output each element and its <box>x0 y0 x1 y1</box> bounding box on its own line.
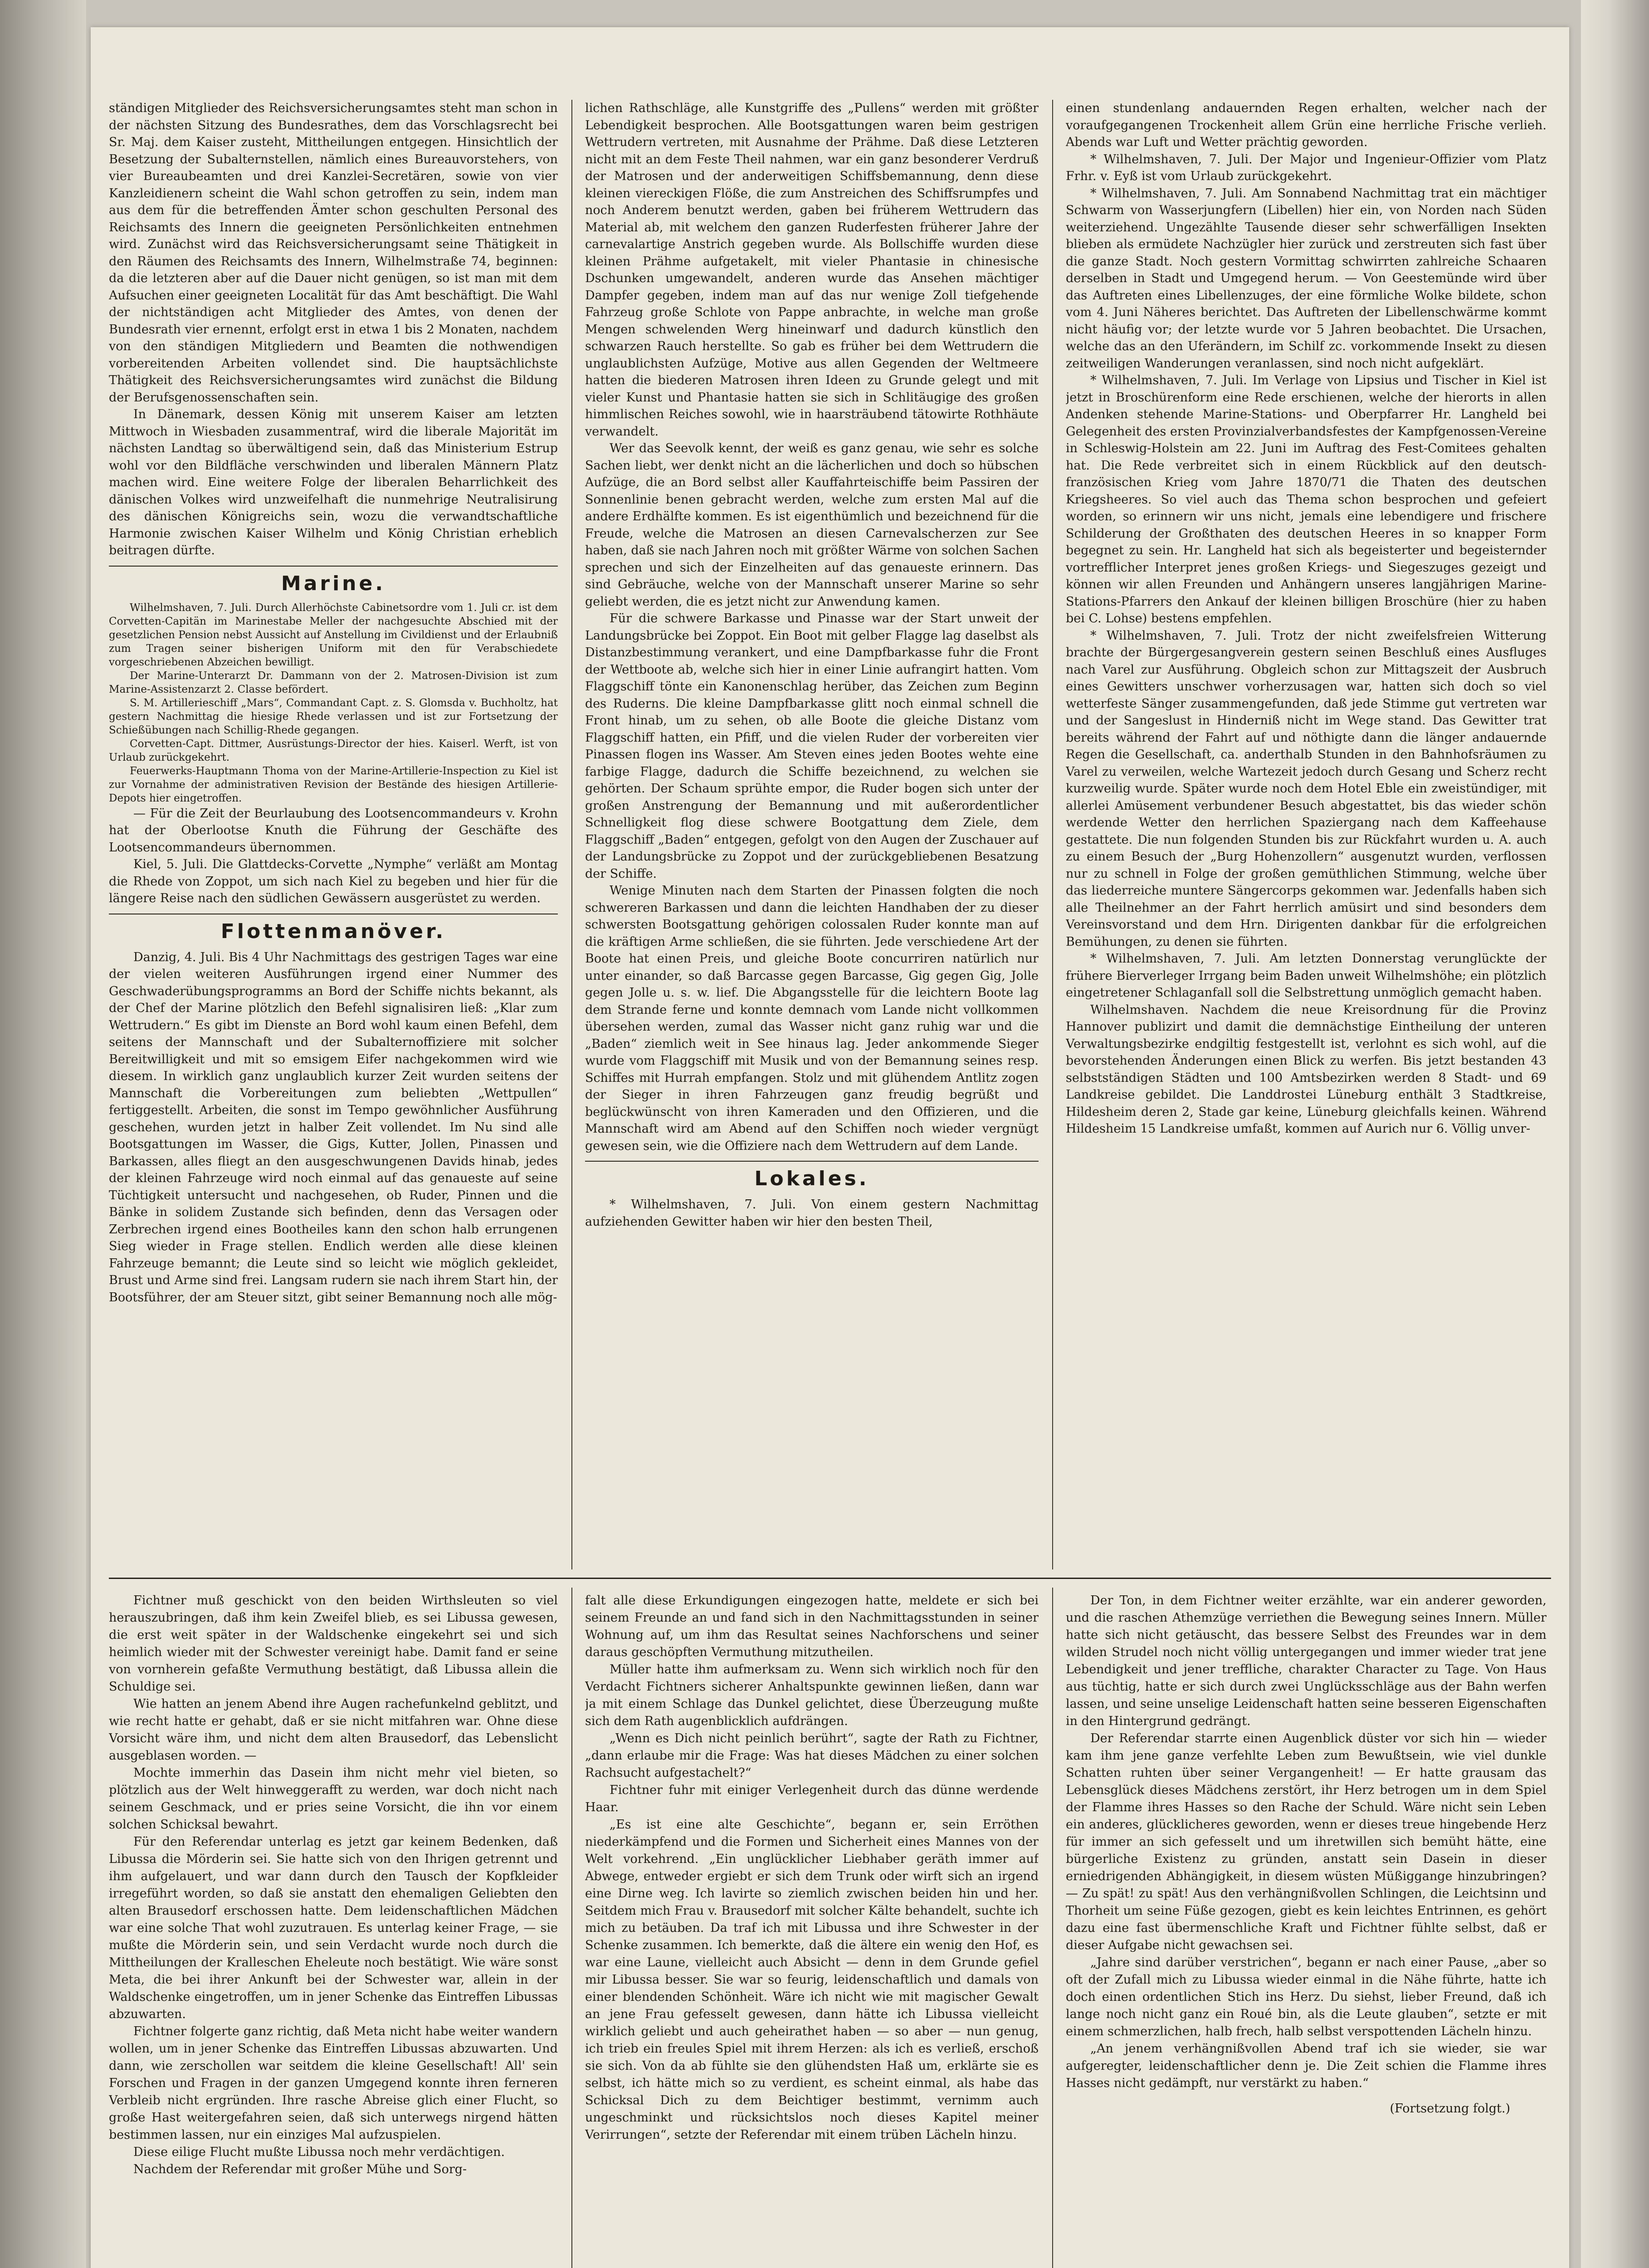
feuilleton-paragraph: Diese eilige Flucht mußte Libussa noch mehr verdächtigen. <box>133 2145 505 2159</box>
page-stack-edge <box>1581 0 1649 2268</box>
column-2 <box>585 100 1039 1569</box>
feuilleton-paragraph: Der Referendar starrte einen Augenblick düster vor sich hin — wieder kam ihm jene ganze verfehlte Leben zum Bewußtsein, wie viel dunkle Schatten ruhten über seiner Vergangenheit! — Er hatte grausam das Lebensglück dieses Mädchens zerstört, ihr Herz betrogen um in dem Spiel der Flamme ihres Hasses so den Rache der Schuld. Wäre nicht sein Leben ein anderes, glücklicheres geworden, wenn er dieses treue hingebende Herz für immer an sich gefesselt und um ihretwillen sich bemüht hätte, eine bürgerliche Existenz zu gründen, anstatt sein Dasein in dieser erniedrigenden Abhängigkeit, in diesem wüsten Müßiggange hinzubringen? — Zu spät! zu spät! Aus den verhängnißvollen Schlingen, die Leichtsinn und Thorheit um seine Füße gezogen, giebt es kein leichtes Entrinnen, es gehört dazu eine fast übermenschliche Kraft und Fichtner fühlte selbst, daß er dieser Aufgabe nicht gewachsen sei. <box>1066 1731 1547 1952</box>
col3-paragraph-7: Wilhelmshaven. Nachdem die neue Kreisordnung für die Provinz Hannover publizirt und damit die demnächstige Eintheilung der unteren Verwaltungsbezirke endgiltig festgestellt ist, verlohnt es sich wohl, auf die bevorstehenden Änderungen einen Blick zu werfen. Bis jetzt bestanden 43 selbstständigen Städten und 100 Amtsbezirken werden 8 Stadt- und 69 Landkreise gebildet. Die Landdrostei Lüneburg enthält 3 Stadtkreise, Hildesheim deren 2, Stade gar keine, Lüneburg gleichfalls keinen. Während Hildesheim 15 Landkreise umfaßt, kommen auf Aurich nur 6. Völlig unver- <box>1066 1002 1547 1136</box>
newspaper-page <box>91 27 1569 2268</box>
col2-paragraph-2: Wer das Seevolk kennt, der weiß es ganz genau, wie sehr es solche Sachen liebt, wer denkt nicht an die lächerlichen und doch so hübschen Aufzüge, die an Bord selbst aller Kauffahrteischiffe beim Passiren der Sonnenlinie benen gebracht werden, welche zum ersten Mal auf die andere Erdhälfte kommen. Es ist eigenthümlich und bezeichnend für die Freude, welche die Matrosen an diesen Carnevalscherzen zur See haben, daß sie nach Jahren noch mit größter Wärme von solchen Sachen sprechen und sich der Einzelheiten auf das genaueste erinnern. Das sind Gebräuche, welche von der Mannschaft unserer Marine so sehr geliebt werden, die es jetzt nicht zur Anwendung kamen. <box>585 441 1039 609</box>
flottenmanoever-text: Danzig, 4. Juli. Bis 4 Uhr Nachmittags des gestrigen Tages war eine der vielen weiteren Ausführungen irgend einer Nummer des Geschwaderübungsprogramms an Bord der Schiffe nichts bekannt, als der Chef der Marine plötzlich den Befehl signalisiren ließ: „Klar zum Wettrudern.“ Es gibt im Dienste an Bord wohl kaum einen Befehl, dem seitens der Mannschaft und der Subalternoffiziere mit solcher Bereitwilligkeit und mit so emsigem Eifer nachgekommen wird wie diesem. In wirklich ganz unglaublich kurzer Zeit wurden seitens der Mannschaft die Vorbereitungen zum beliebten „Wettpullen“ fertiggestellt. Arbeiten, die sonst im Tempo gewöhnlicher Ausführung geschehen, wurden jetzt in halber Zeit vollendet. Im Nu sind alle Bootsgattungen im Wasser, die Gigs, Kutter, Jollen, Pinassen und Barkassen, alles fliegt an den ausgeschwungenen Davids hinab, jedes der kleinen Fahrzeuge wird noch einmal auf das genaueste auf seine Tüchtigkeit untersucht und nachgesehen, ob Ruder, Pinnen und die Bänke in solidem Zustande sich befinden, denn das Versagen oder Zerbrechen irgend eines Bootheiles kann den schon halb errungenen Sieg wieder in Frage stellen. Endlich werden alle diese kleinen Fahrzeuge bemannt; die Leute sind so leicht wie möglich gekleidet, Brust und Arme sind frei. Langsam rudern sie nach ihrem Start hin, der Bootsführer, der am Steuer sitzt, gibt seiner Bemannung noch alle mög- <box>109 950 558 1305</box>
feuilleton-paragraph: Müller hatte ihm aufmerksam zu. Wenn sich wirklich noch für den Verdacht Fichtners sicherer Anhaltspunkte gewinnen ließen, dann war ja mit einem Schlage das Dunkel gelichtet, diese Überzeugung mußte sich dem Rath augenblicklich aufdrängen. <box>585 1662 1039 1728</box>
col1-paragraph-2: In Dänemark, dessen König mit unserem Kaiser am letzten Mittwoch in Wiesbaden zusammentraf, wird die liberale Majorität im nächsten Landtag so überwältigend sein, daß das Ministerium Estrup wohl vor den Bildfläche verschwinden und liberalen Männern Platz machen wird. Eine weitere Folge der liberalen Beharrlichkeit des dänischen Volkes wird unzweifelhaft die nunmehrige Neutralisirung des dänischen Königreichs sein, wozu die verwandtschaftliche Harmonie zwischen Kaiser Wilhelm und König Christian erheblich beitragen dürfte. <box>109 407 558 557</box>
feuilleton-paragraph: Der Ton, in dem Fichtner weiter erzählte, war ein anderer geworden, und die raschen Athemzüge verriethen die Bewegung seines Innern. Müller hatte sich nicht getäuscht, das bessere Selbst des Freundes war in dem wilden Strudel noch nicht völlig untergegangen und immer wieder trat jene Lebendigkeit und jener treffliche, charakter Character zu Tage. Von Haus aus tüchtig, hatte er sich durch zwei Unglücksschläge aus der Bahn werfen lassen, und seine unselige Leidenschaft hatten seine besseren Eigenschaften in den Hintergrund gedrängt. <box>1066 1593 1547 1728</box>
lokales-first-item: * Wilhelmshaven, 7. Juli. Von einem gestern Nachmittag aufziehenden Gewitter haben wir hier den besten Theil, <box>585 1198 1039 1229</box>
feuilleton-column-1 <box>109 1592 558 2268</box>
column-divider <box>1052 100 1053 1569</box>
section-heading-marine: Marine. <box>109 566 558 596</box>
feuilleton-paragraph: „Es ist eine alte Geschichte“, begann er, sein Erröthen niederkämpfend und die Formen und Sicherheit eines Mannes von der Welt vorkehrend. „Ein unglücklicher Liebhaber geräth immer auf Abwege, entweder ergiebt er sich dem Trunk oder wirft sich an irgend eine Dirne weg. Ich lavirte so ziemlich zwischen beiden hin und her. Seitdem mich Frau v. Brausedorf mit solcher Kälte behandelt, suchte ich mich zu betäuben. Da traf ich mit Libussa und ihre Schwester in der Schenke zusammen. Ich bemerkte, daß die ältere ein wenig den Hof, es war eine Laune, vielleicht auch Absicht — denn in dem Grunde gefiel mir Libussa besser. Sie war so feurig, leidenschaftlich und damals von einer blendenden Schönheit. Wäre ich nicht wie mit magischer Gewalt an jene Frau gefesselt gewesen, dann hätte ich Libussa vielleicht wirklich geliebt und auch geheirathet haben — so aber — nun genug, ich trieb ein freules Spiel mit ihrem Herzen: als ich es verließ, erschoß sie sich. Von da ab fühlte sie den glühendsten Haß um, erklärte sie es selbst, ich hätte mich so zu verdient, es scheint einmal, als habe das Schicksal Dich zu dem Beichtiger bestimmt, vernimm auch ungeschminkt und rücksichtslos noch dieses Kapitel meiner Verirrungen“, setzte der Referendar mit einem trüben Lächeln hinzu. <box>585 1818 1039 2142</box>
column-divider <box>1052 1588 1053 2268</box>
col3-paragraph-1: einen stundenlang andauernden Regen erhalten, welcher nach der voraufgegangenen Trockenheit allem Grün eine herrliche Frische verlieh. Abends war Luft und Wetter prächtig geworden. <box>1066 101 1547 149</box>
feuilleton-paragraph: Fichtner fuhr mit einiger Verlegenheit durch das dünne werdende Haar. <box>585 1783 1039 1814</box>
marine-note-kiel: Kiel, 5. Juli. Die Glattdecks-Corvette „Nymphe“ verläßt am Montag die Rhede von Zoppot, um sich nach Kiel zu begeben und hier für die längere Reise nach den südlichen Gewässern ausgerüstet zu werden. <box>109 857 558 905</box>
feuilleton-paragraph: Nachdem der Referendar mit großer Mühe und Sorg- <box>133 2162 467 2176</box>
feuilleton-column-2 <box>585 1592 1039 2268</box>
col1-paragraph-1: ständigen Mitglieder des Reichsversicherungsamtes steht man schon in der nächsten Sitzung des Bundesrathes, dem das Vorschlagsrecht bei Sr. Maj. dem Kaiser zusteht, Mittheilungen entgegen. Hinsichtlich der Besetzung der Subalternstellen, nämlich eines Bureauvorstehers, von vier Bureaubeamten und drei Kanzlei-Secretären, sowie von vier Kanzleidienern scheint die Wahl schon getroffen zu sein, indem man aus dem für die betreffenden Ämter schon geschulten Personal des Reichsamts des Innern die geeigneten Persönlichkeiten entnehmen wird. Zunächst wird das Reichsversicherungsamt seine Thätigkeit in den Räumen des Reichsamts des Innern, Wilhelmstraße 74, beginnen: da die letzteren aber auf die Dauer nicht genügen, so ist man mit dem Aufsuchen einer geeigneten Localität für das Amt beschäftigt. Die Wahl der nichtständigen acht Mitglieder des Amtes, von denen der Bundesrath vier ernennt, erfolgt erst in etwa 1 bis 2 Monaten, nachdem von den ständigen Mitgliedern und Beamten die nothwendigen vorbereitenden Arbeiten vollendet sind. Die hauptsächlichste Thätigkeit des Reichsversicherungsamtes wird zunächst die Bildung der Berufsgenossenschaften sein. <box>109 101 558 405</box>
feuilleton-paragraph: „Wenn es Dich nicht peinlich berührt“, sagte der Rath zu Fichtner, „dann erlaube mir die Frage: Was hat dieses Mädchen zu einer solchen Rachsucht aufgestachelt?“ <box>585 1731 1039 1780</box>
marine-notes <box>109 601 558 805</box>
col2-paragraph-4: Wenige Minuten nach dem Starten der Pinassen folgten die noch schwereren Barkassen und dann die leichten Handhaben der zu dieser schwersten Bootsgattung gehörigen colossalen Ruder konnte man auf die kräftigen Arme schließen, die sie führten. Jede verschiedene Art der Boote hat einen Preis, und gleiche Boote concurriren natürlich nur unter einander, so daß Barcasse gegen Barcasse, Gig gegen Gig, Jolle gegen Jolle u. s. w. lief. Die Abgangsstelle für die leichtern Boote lag dem Strande ferne und konnte demnach vom Lande nicht vollkommen übersehen werden, zumal das Wasser nicht ganz ruhig war und die „Baden“ ziemlich weit in See hinaus lag. Jeder ankommende Sieger wurde vom Flaggschiff mit Musik und von der Bemannung seines resp. Schiffes mit Hurrah empfangen. Stolz und mit glühendem Antlitz zogen der Sieger in ihren Fahrzeugen ganz freudig begrüßt und beglückwünscht von ihren Kameraden und den Offizieren, und die Mannschaft wird am Abend auf den Schiffen noch wieder vergnügt gewesen sein, wie die Offiziere nach dem Wettrudern auf dem Lande. <box>585 884 1039 1153</box>
feuilleton-column-3 <box>1066 1592 1547 2268</box>
marine-note: S. M. Artillerieschiff „Mars“, Commandant Capt. z. S. Glomsda v. Buchholtz, hat gestern Nachmittag die hiesige Rhede verlassen und ist zur Fortsetzung der Schießübungen nach Schillig-Rhede gegangen. <box>109 697 558 736</box>
column-divider <box>571 1588 572 2268</box>
feuilleton-paragraph: Mochte immerhin das Dasein ihm nicht mehr viel bieten, so plötzlich aus der Welt hinweggerafft zu werden, war doch nicht nach seinem Geschmack, und er pries seine Vorsicht, die ihn vor einem solchen Schicksal bewahrt. <box>109 1766 558 1832</box>
section-heading-flottenmanoever: Flottenmanöver. <box>109 914 558 944</box>
feuilleton-paragraph: Für den Referendar unterlag es jetzt gar keinem Bedenken, daß Libussa die Mörderin sei. Sie hatte sich von den Ihrigen getrennt und ihm aufgelauert, und war dann durch den Tausch der Kopfkleider irregeführt worden, so daß sie anstatt den ehemaligen Geliebten den alten Brausedorf erschossen hatte. Dem leidenschaftlichen Mädchen war eine solche That wohl zuzutrauen. Es unterlag keiner Frage, — sie mußte die Mörderin sein, und sein Verdacht wurde noch durch die Mittheilungen der Kralleschen Eheleute noch bestätigt. Wie wäre sonst Meta, die bei ihrer Ankunft bei der Schwester war, allein in der Waldschenke eingetroffen, um in jener Schenke das Eintreffen Libussas abzuwarten. <box>109 1835 558 2021</box>
feuilleton-paragraph: „Jahre sind darüber verstrichen“, begann er nach einer Pause, „aber so oft der Zufall mich zu Libussa wieder einmal in die Nähe führte, hatte ich doch einen ordentlichen Stich ins Herz. Du siehst, lieber Freund, daß ich lange noch nicht ganz ein Roué bin, als die Leute glauben“, setzte er mit einem schmerzlichen, halb frech, halb selbst verspottenden Lächeln hinzu. <box>1066 1955 1547 2038</box>
marine-note: Wilhelmshaven, 7. Juli. Durch Allerhöchste Cabinetsordre vom 1. Juli cr. ist dem Corvetten-Capitän im Marinestabe Meller der nachgesuchte Abschied mit der gesetzlichen Pension nebst Aussicht auf Anstellung im Civildienst und der Erlaubniß zum Tragen seiner bisherigen Uniform mit den für Verabschiedete vorgeschriebenen Abzeichen bewilligt. <box>109 601 558 668</box>
feuilleton-paragraph: „An jenem verhängnißvollen Abend traf ich sie wieder, sie war aufgeregter, leidenschaftlicher denn je. Die Zeit schien die Flamme ihres Hasses nicht gedämpft, nur verstärkt zu haben.“ <box>1066 2042 1547 2090</box>
col3-paragraph-5: * Wilhelmshaven, 7. Juli. Trotz der nicht zweifelsfreien Witterung brachte der Bürgergesangverein gestern seinen Beschluß eines Ausfluges nach Varel zur Ausführung. Obgleich schon zur Mittagszeit der Ausbruch eines Gewitters unschwer vorherzusagen war, hatten sich doch so viel wetterfeste Sänger zusammengefunden, daß jede Stimme gut vertreten war und der Sangeslust in Hinderniß nicht im Wege stand. Das Gewitter trat bereits während der Fahrt auf und nöthigte dann die länger andauernde Regen die Gesellschaft, ca. anderthalb Stunden in den Bahnhofsräumen zu Varel zu verweilen, welche Wartezeit jedoch durch Gesang und Scherz recht kurzweilig wurde. Später wurde noch dem Hotel Eble ein zweistündiger, mit allerlei Amüsement verbundener Besuch abgestattet, bis das wieder schön werdende Wetter den herrlichen Spaziergang nach dem Kaffeehause gestattete. Die nun folgenden Stunden bis zur Rückfahrt wurden u. A. auch zu einem Besuch der „Burg Hohenzollern“ ausgenutzt wurden, verflossen nur zu schnell in Folge der großen gemüthlichen Stimmung, welche über das liederreiche muntere Sängercorps gekommen war. Jedenfalls haben sich alle Theilnehmer an der Fahrt herrlich amüsirt und sind besonders dem Vereinsvorstand und dem Hrn. Dirigenten dankbar für die erfolgreichen Bemühungen, zu denen sie führten. <box>1066 628 1547 949</box>
col3-paragraph-4: * Wilhelmshaven, 7. Juli. Im Verlage von Lipsius und Tischer in Kiel ist jetzt in Broschürenform eine Rede erschienen, welche der hierorts in allen Andenken stehende Marine-Stations- und Oberpfarrer Hr. Langheld bei Gelegenheit des ersten Provinzialverbandsfestes der Kampfgenossen-Vereine in Schleswig-Holstein am 22. Juni im Auftrag des Fest-Comitees gehalten hat. Die Rede verbreitet sich in einem Rückblick auf den deutsch-französischen Krieg vom Jahre 1870/71 die Thaten des deutschen Kriegsheeres. So viel auch das Thema schon besprochen und gefeiert worden, so erinnern wir uns nicht, jemals eine lebendigere und frischere Schilderung der Großthaten des deutschen Heeres in so knapper Form begegnet zu sein. Hr. Langheld hat sich als begeisterter und begeisternder vortrefflicher Interpret jenes großen Kriegs- und Siegeszuges gezeigt und können wir allen Freunden und Anhängern unseres langjährigen Marine-Stations-Pfarrers den Ankauf der kleinen billigen Broschüre (hier zu haben bei C. Lohse) bestens empfehlen. <box>1066 373 1547 626</box>
feuilleton-separator <box>109 1578 1551 1579</box>
book-binding-edge <box>0 0 86 2268</box>
column-1 <box>109 100 558 1569</box>
marine-note: Feuerwerks-Hauptmann Thoma von der Marine-Artillerie-Inspection zu Kiel ist zur Vornahme der administrativen Revision der Bestände des hiesigen Artillerie-Depots hier eingetroffen. <box>109 765 558 804</box>
continuation-note: (Fortsetzung folgt.) <box>1390 2102 1510 2116</box>
marine-note-lootsen: — Für die Zeit der Beurlaubung des Lootsencommandeurs v. Krohn hat der Oberlootse Knuth die Führung der Geschäfte des Lootsencommandeurs übernommen. <box>109 806 558 855</box>
marine-note: Corvetten-Capt. Dittmer, Ausrüstungs-Director der hies. Kaiserl. Werft, ist von Urlaub zurückgekehrt. <box>109 738 558 763</box>
feuilleton-paragraph: Wie hatten an jenem Abend ihre Augen rachefunkelnd geblitzt, und wie recht hatte er gehabt, daß er sie nicht mitfahren war. Ohne diese Vorsicht wäre ihm, und nicht dem alten Brausedorf, das Lebenslicht ausgeblasen worden. — <box>109 1697 558 1763</box>
col2-paragraph-3: Für die schwere Barkasse und Pinasse war der Start unweit der Landungsbrücke bei Zoppot. Ein Boot mit gelber Flagge lag daselbst als Distanzbestimmung verankert, und eine Dampfbarkasse fuhr die Front der Wettboote ab, welche sich hier in einer Linie aufrangirt hatten. Vom Flaggschiff tönte ein Kanonenschlag herüber, das Zeichen zum Beginn des Ruderns. Die kleine Dampfbarkasse glitt noch einmal schnell die Front hinab, um zu sehen, ob alle Boote die gleiche Distanz vom Flaggschiff hatten, ein Pfiff, und die vielen Ruder der vorbereiten vier Pinassen flogen ins Wasser. Am Steven eines jeden Bootes wehte eine farbige Flagge, dadurch die Schiffe bezeichnend, zu welchen sie gehörten. Der Schaum sprühte empor, die Ruder bogen sich unter der großen Anstrengung der Bemannung und mit außerordentlicher Schnelligkeit flog diese schwere Bootgattung dem Ziele, dem Flaggschiff „Baden“ entgegen, gefolgt von den Augen der Zuschauer auf der Landungsbrücke zu Zoppot und der zurückgebliebenen Besatzung der Schiffe. <box>585 611 1039 881</box>
col3-paragraph-3: * Wilhelmshaven, 7. Juli. Am Sonnabend Nachmittag trat ein mächtiger Schwarm von Wasserjungfern (Libellen) hier ein, von Norden nach Süden weiterziehend. Ungezählte Tausende dieser sehr schwerfälligen Insekten blieben als ermüdete Nachzügler hier zurück und zerstreuten sich fast über die ganze Stadt. Noch gestern Vormittag schwirrten zahlreiche Schaaren derselben in Stadt und Umgegend herum. — Von Geestemünde wird über das Auftreten eines Libellenzuges, der eine förmliche Wolke bildete, schon vom 4. Juni Näheres berichtet. Das Auftreten der Libellenschwärme kommt nicht häufig vor; der letzte wurde vor 5 Jahren beobachtet. Die Ursachen, welche das an den Uferändern, im Schilf zc. vorkommende Insekt zu diesen zeitweiligen Wanderungen veranlassen, sind noch nicht aufgeklärt. <box>1066 186 1547 371</box>
col2-paragraph-1: lichen Rathschläge, alle Kunstgriffe des „Pullens“ werden mit größter Lebendigkeit besprochen. Alle Bootsgattungen waren beim gestrigen Wettrudern vertreten, mit Ausnahme der Prähme. Daß diese Letzteren nicht mit an dem Feste Theil nahmen, war ein ganz besonderer Verdruß der Matrosen und der anderweitigen Schiffsbemannung, denn diese kleinen viereckigen Flöße, die zum Anstreichen des Schiffsrumpfes und noch Anderem benutzt werden, gaben bei früherem Wettrudern das Material ab, mit welchem den ganzen Ruderfesten früherer Jahre der carnevalartige Anstrich gegeben wurde. Als Bollschiffe wurden diese kleinen Prähme aufgetakelt, mit vieler Phantasie in chinesische Dschunken umgewandelt, anderen wurde das Ansehen mächtiger Dampfer gegeben, indem man auf das nur wenige Zoll tiefgehende Fahrzeug große Schlote von Pappe anbrachte, in welche man große Mengen schwelenden Werg hineinwarf und dadurch künstlich den schwarzen Rauch herstellte. So gab es früher bei dem Wettrudern die unglaublichsten Aufzüge, Motive aus allen Gegenden der Weltmeere hatten die biederen Matrosen ihren Ideen zu Grunde gelegt und mit vieler Kunst und Phantasie hatten sie sich in Schlitäugige des großen himmlischen Reiches sowohl, wie in haarsträubend tätowirte Rothhäute verwandelt. <box>585 101 1039 439</box>
column-3 <box>1066 100 1547 1569</box>
feuilleton-paragraph: falt alle diese Erkundigungen eingezogen hatte, meldete er sich bei seinem Freunde an und fand sich in den Nachmittagsstunden in seiner Wohnung auf, um ihm das Resultat seines Nachforschens und seiner daraus geschöpften Vermuthung mitzutheilen. <box>585 1593 1039 1659</box>
col3-paragraph-2: * Wilhelmshaven, 7. Juli. Der Major und Ingenieur-Offizier vom Platz Frhr. v. Eyß ist vom Urlaub zurückgekehrt. <box>1066 152 1547 183</box>
feuilleton-paragraph: Fichtner muß geschickt von den beiden Wirthsleuten so viel herauszubringen, daß ihm kein Zweifel blieb, es sei Libussa gewesen, die erst weit später in der Waldschenke eingekehrt sei und sich heimlich wieder mit der Schwester vereinigt habe. Damit fand er seine von vornherein gefaßte Vermuthung bestätigt, daß Libussa allein die Schuldige sei. <box>109 1593 558 1694</box>
feuilleton-paragraph: Fichtner folgerte ganz richtig, daß Meta nicht habe weiter wandern wollen, um in jener Schenke das Eintreffen Libussas abzuwarten. Und dann, wie zerschollen war seitdem die kleine Gesellschaft! All' sein Forschen und Fragen in der ganzen Umgegend konnte ihren ferneren Verbleib nicht ergründen. Ihre rasche Abreise glich einer Flucht, so große Hast weitergefahren seien, daß sich unterwegs nirgend hätten bestimmen lassen, nur ein einziges Mal aufzuspielen. <box>109 2024 558 2142</box>
column-divider <box>571 100 572 1569</box>
col3-paragraph-6: * Wilhelmshaven, 7. Juli. Am letzten Donnerstag verunglückte der frühere Bierverleger Irrgang beim Baden unweit Wilhelmshöhe; ein plötzlich eingetretener Schlaganfall soll die Selbstrettung unmöglich gemacht haben. <box>1066 952 1547 1000</box>
section-heading-lokales: Lokales. <box>585 1161 1039 1192</box>
marine-note: Der Marine-Unterarzt Dr. Dammann von der 2. Matrosen-Division ist zum Marine-Assistenzarzt 2. Classe befördert. <box>109 670 558 695</box>
